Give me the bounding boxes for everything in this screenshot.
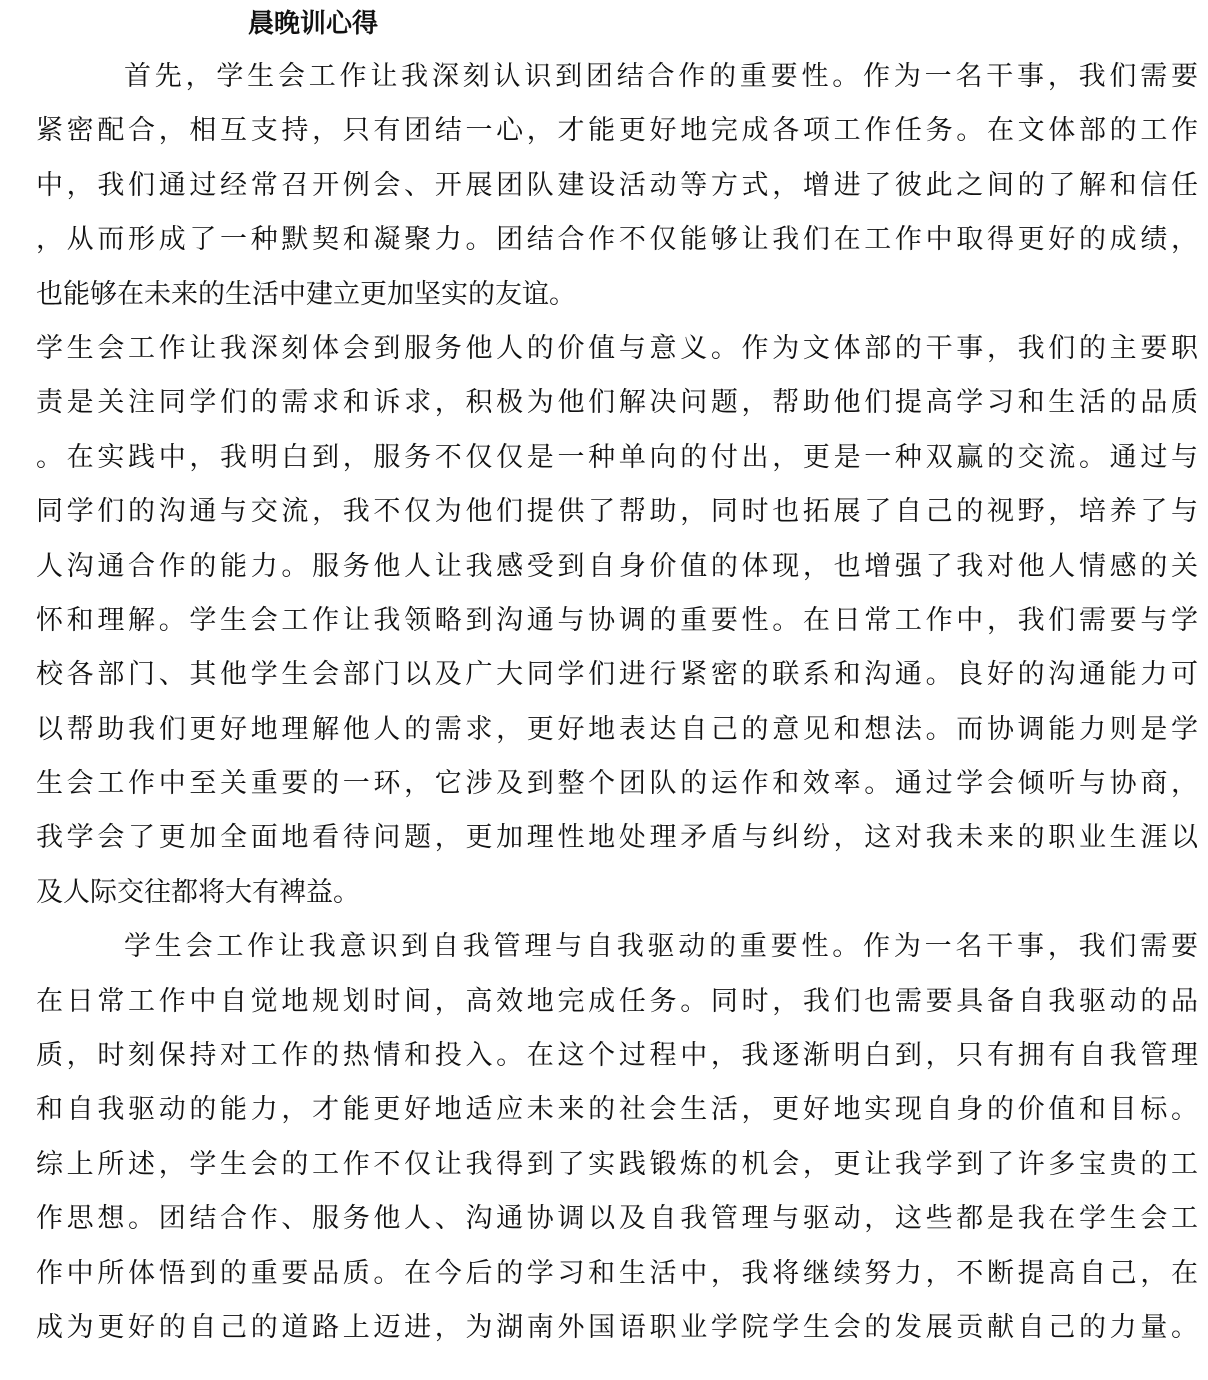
text-line: 作中所体悟到的重要品质。在今后的学习和生活中，我将继续努力，不断提高自己，在 (36, 1257, 1198, 1289)
text-line: 怀和理解。学生会工作让我领略到沟通与协调的重要性。在日常工作中，我们需要与学 (36, 604, 1198, 636)
text-line: 也能够在未来的生活中建立更加坚实的友谊。 (36, 278, 576, 310)
text-line: 成为更好的自己的道路上迈进，为湖南外国语职业学院学生会的发展贡献自己的力量。 (36, 1311, 1198, 1343)
text-line: 生会工作中至关重要的一环，它涉及到整个团队的运作和效率。通过学会倾听与协商， (36, 768, 1198, 800)
text-line: 校各部门、其他学生会部门以及广大同学们进行紧密的联系和沟通。良好的沟通能力可 (36, 659, 1198, 691)
text-line: 学生会工作让我深刻体会到服务他人的价值与意义。作为文体部的干事，我们的主要职 (36, 332, 1198, 364)
text-line: ，从而形成了一种默契和凝聚力。团结合作不仅能够让我们在工作中取得更好的成绩， (36, 224, 1198, 256)
text-line: 我学会了更加全面地看待问题，更加理性地处理矛盾与纠纷，这对我未来的职业生涯以 (36, 822, 1198, 854)
text-line: 和自我驱动的能力，才能更好地适应未来的社会生活，更好地实现自身的价值和目标。 (36, 1094, 1198, 1126)
text-line: 质，时刻保持对工作的热情和投入。在这个过程中，我逐渐明白到，只有拥有自我管理 (36, 1040, 1198, 1072)
text-line: 。在实践中，我明白到，服务不仅仅是一种单向的付出，更是一种双赢的交流。通过与 (36, 441, 1198, 473)
text-line: 紧密配合，相互支持，只有团结一心，才能更好地完成各项工作任务。在文体部的工作 (36, 115, 1198, 147)
document-title: 晨晚训心得 (248, 9, 379, 39)
text-line: 综上所述，学生会的工作不仅让我得到了实践锻炼的机会，更让我学到了许多宝贵的工 (36, 1148, 1198, 1180)
text-line: 责是关注同学们的需求和诉求，积极为他们解决问题，帮助他们提高学习和生活的品质 (36, 387, 1198, 419)
text-line: 以帮助我们更好地理解他人的需求，更好地表达自己的意见和想法。而协调能力则是学 (36, 713, 1198, 745)
text-line: 及人际交往都将大有裨益。 (36, 876, 360, 908)
document-body (36, 50, 1198, 1355)
text-line: 中，我们通过经常召开例会、开展团队建设活动等方式，增进了彼此之间的了解和信任 (36, 169, 1198, 201)
text-line: 在日常工作中自觉地规划时间，高效地完成任务。同时，我们也需要具备自我驱动的品 (36, 985, 1198, 1017)
text-line: 作思想。团结合作、服务他人、沟通协调以及自我管理与驱动，这些都是我在学生会工 (36, 1203, 1198, 1235)
text-line: 学生会工作让我意识到自我管理与自我驱动的重要性。作为一名干事，我们需要 (124, 931, 1198, 963)
text-line: 人沟通合作的能力。服务他人让我感受到自身价值的体现，也增强了我对他人情感的关 (36, 550, 1198, 582)
text-line: 同学们的沟通与交流，我不仅为他们提供了帮助，同时也拓展了自己的视野，培养了与 (36, 496, 1198, 528)
text-line: 首先，学生会工作让我深刻认识到团结合作的重要性。作为一名干事，我们需要 (124, 61, 1198, 92)
